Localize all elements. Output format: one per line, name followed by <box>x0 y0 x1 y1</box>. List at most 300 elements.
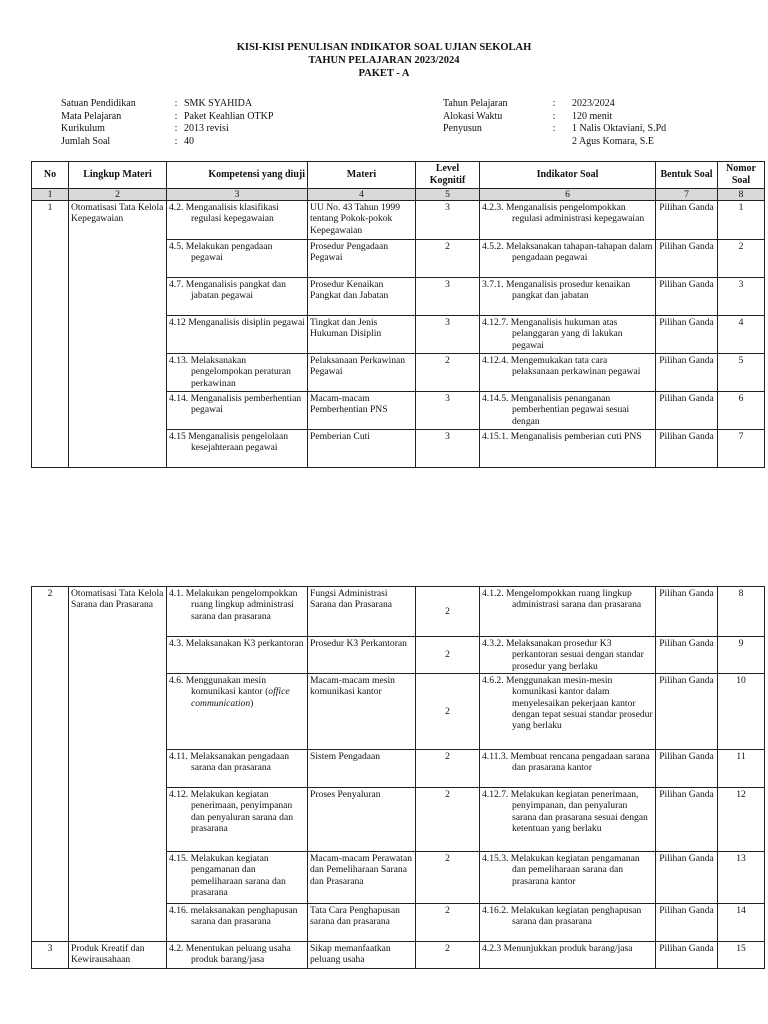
indikator-desc: Melaksanakan prosedur K3 perkantoran sesuai dengan standar prosedur yang berlaku <box>506 638 644 672</box>
indikator-desc: Melakukan kegiatan penerimaan, penyimpanan, dan penyaluran sarana dan prasarana sesuai dengan ketentuan yang berlaku <box>510 789 648 834</box>
level-kognitif: 2 <box>445 240 450 252</box>
bentuk-soal: Pilihan Ganda <box>659 638 714 649</box>
materi-text: Sistem Pengadaan <box>310 751 381 762</box>
materi-text: Tingkat dan Jenis Hukuman Disiplin <box>310 316 382 340</box>
info-label <box>443 136 549 149</box>
nomor-soal-cell <box>718 353 765 391</box>
kompetensi-desc: Melaksanakan K3 perkantoran <box>185 638 304 649</box>
kompetensi-desc: melaksanakan penghapusan sarana dan prasarana <box>190 905 298 928</box>
kompetensi-cell <box>167 904 308 942</box>
kompetensi-desc: Melaksanakan pengadaan sarana dan prasarana <box>190 751 290 774</box>
indikator-cell <box>480 239 656 277</box>
bentuk-soal: Pilihan Ganda <box>659 354 714 366</box>
bentuk-soal-cell <box>656 391 718 429</box>
nomor-soal-cell <box>718 788 765 852</box>
bentuk-soal: Pilihan Ganda <box>659 201 714 213</box>
kompetensi-code: 4.2. <box>169 943 184 954</box>
bentuk-soal-cell <box>656 674 718 750</box>
indikator-code: 4.15.1. <box>482 430 509 442</box>
kompetensi-desc: Melakukan kegiatan pengamanan dan pemeliharaan sarana dan prasarana <box>190 853 286 898</box>
nomor-soal-cell <box>718 852 765 904</box>
indikator-cell <box>480 429 656 467</box>
kompetensi-desc: Melakukan kegiatan penerimaan, penyimpanan dan penyaluran sarana dan prasarana <box>190 789 294 834</box>
column-number: 5 <box>416 188 480 200</box>
header-bentuk: Bentuk Soal <box>656 162 718 189</box>
kompetensi-desc: Menganalisis pemberhentian pegawai <box>190 392 302 416</box>
kompetensi-cell <box>167 200 308 239</box>
kompetensi-code: 4.11. <box>169 751 188 762</box>
indikator-cell <box>480 674 656 750</box>
document-title: KISI-KISI PENULISAN INDIKATOR SOAL UJIAN SEKOLAH <box>236 42 532 53</box>
nomor-soal: 1 <box>738 201 744 213</box>
materi-cell <box>308 904 416 942</box>
materi-cell <box>308 239 416 277</box>
indikator-desc: Menganalisis pemberian cuti PNS <box>510 430 642 442</box>
indikator-text <box>482 317 653 351</box>
info-row <box>443 98 666 111</box>
kisi-kisi-table-1 <box>31 161 765 468</box>
indikator-code: 4.16.2. <box>482 905 509 916</box>
nomor-soal: 9 <box>738 638 744 649</box>
kompetensi-code: 4.2. <box>169 201 184 213</box>
row-number: 3 <box>47 943 53 954</box>
nomor-soal-cell <box>718 637 765 674</box>
nomor-soal: 3 <box>738 278 744 290</box>
column-number-row <box>32 188 765 200</box>
info-value: 40 <box>184 135 194 147</box>
indikator-code: 4.12.4. <box>482 354 509 366</box>
kompetensi-text <box>169 943 305 966</box>
materi-cell <box>308 852 416 904</box>
info-row <box>443 136 666 149</box>
indikator-desc: Menganalisis prosedur kenaikan pangkat dan jabatan <box>506 278 631 302</box>
row-number-cell <box>32 200 69 467</box>
materi-text: Sikap memanfaatkan peluang usaha <box>310 943 391 966</box>
kompetensi-text <box>169 317 305 328</box>
indikator-cell <box>480 904 656 942</box>
kompetensi-text: 4.6. Menggunakan mesin komunikasi kantor (office communication) <box>169 675 290 709</box>
level-kognitif-cell <box>416 750 480 788</box>
kompetensi-code: 4.1. <box>169 588 184 599</box>
kompetensi-code: 4.5. <box>169 240 184 252</box>
info-label: Satuan Pendidikan <box>61 98 136 109</box>
column-number: 3 <box>167 188 308 200</box>
info-colon: : <box>174 135 178 147</box>
lingkup-materi-cell <box>69 587 167 942</box>
level-kognitif: 2 <box>445 354 450 366</box>
indikator-text <box>482 853 653 887</box>
document-year: TAHUN PELAJARAN 2023/2024 <box>308 55 460 66</box>
kompetensi-text <box>169 202 305 225</box>
info-row <box>61 98 273 111</box>
bentuk-soal: Pilihan Ganda <box>659 789 714 800</box>
kompetensi-cell <box>167 429 308 467</box>
indikator-code: 4.14.5. <box>482 392 509 404</box>
indikator-text <box>482 638 653 672</box>
info-colon: : <box>174 98 178 109</box>
level-kognitif-cell <box>416 674 480 750</box>
kompetensi-desc: Menentukan peluang usaha produk barang/jasa <box>185 943 291 966</box>
info-label: Alokasi Waktu <box>443 110 503 122</box>
indikator-text <box>482 279 653 302</box>
indikator-code: 4.12.7. <box>482 789 509 800</box>
bentuk-soal-cell <box>656 277 718 315</box>
bentuk-soal-cell <box>656 904 718 942</box>
level-kognitif-cell <box>416 391 480 429</box>
kisi-kisi-table-2 <box>31 586 765 969</box>
table-row <box>32 942 765 969</box>
kompetensi-desc: Menganalisis pengelolaan kesejahteraan pegawai <box>188 430 289 454</box>
nomor-soal: 5 <box>738 354 744 366</box>
materi-text: Prosedur Kenaikan Pangkat dan Jabatan <box>310 278 389 302</box>
level-kognitif: 3 <box>445 392 450 404</box>
bentuk-soal-cell <box>656 429 718 467</box>
level-kognitif-cell <box>416 587 480 637</box>
info-colon: : <box>552 123 556 134</box>
lingkup-materi: Produk Kreatif dan Kewirausahaan <box>71 943 145 966</box>
kompetensi-cell <box>167 315 308 353</box>
kompetensi-code: 4.14. <box>169 392 189 404</box>
materi-text: Fungsi Administrasi Sarana dan Prasarana <box>310 588 393 611</box>
level-kognitif-cell <box>416 239 480 277</box>
nomor-soal-cell <box>718 315 765 353</box>
info-colon: : <box>174 110 178 122</box>
indikator-cell <box>480 852 656 904</box>
materi-text: Pemberian Cuti <box>310 430 370 442</box>
kompetensi-desc: Menganalisis pangkat dan jabatan pegawai <box>185 278 286 302</box>
indikator-text <box>482 943 653 954</box>
kompetensi-cell <box>167 353 308 391</box>
info-label: Kurikulum <box>61 123 105 134</box>
header-kd: Kompetensi yang diuji <box>167 162 308 189</box>
table-2-body <box>32 587 765 969</box>
indikator-cell <box>480 750 656 788</box>
indikator-cell <box>480 637 656 674</box>
kompetensi-text <box>169 241 305 264</box>
lingkup-materi: Otomatisasi Tata Kelola Kepegawaian <box>71 201 164 225</box>
materi-cell <box>308 315 416 353</box>
materi-text: Proses Penyaluran <box>310 789 381 800</box>
nomor-soal-cell <box>718 277 765 315</box>
indikator-text <box>482 675 653 732</box>
bentuk-soal-cell <box>656 852 718 904</box>
materi-cell <box>308 391 416 429</box>
nomor-soal: 2 <box>738 240 744 252</box>
indikator-desc: Menunjukkan produk barang/jasa <box>503 943 633 954</box>
indikator-cell <box>480 277 656 315</box>
kompetensi-text <box>169 279 305 302</box>
materi-cell <box>308 587 416 637</box>
indikator-code: 4.3.2. <box>482 638 504 649</box>
table-header-row <box>32 162 765 189</box>
info-value: SMK SYAHIDA <box>184 98 253 109</box>
level-kognitif-cell <box>416 852 480 904</box>
level-kognitif: 3 <box>445 316 450 328</box>
indikator-code: 4.1.2. <box>482 588 504 599</box>
materi-text: UU No. 43 Tahun 1999 tentang Pokok-pokok Kepegawaian <box>310 201 401 236</box>
kompetensi-cell <box>167 637 308 674</box>
nomor-soal-cell <box>718 391 765 429</box>
materi-cell <box>308 200 416 239</box>
kompetensi-text <box>169 789 305 834</box>
indikator-code: 4.2.3. <box>482 201 504 213</box>
kompetensi-cell <box>167 587 308 637</box>
info-row <box>61 123 273 136</box>
kompetensi-code: 4.12 <box>169 316 186 328</box>
nomor-soal: 4 <box>738 316 744 328</box>
kompetensi-desc: Menggunakan mesin komunikasi kantor <box>185 675 266 698</box>
lingkup-materi-cell <box>69 942 167 969</box>
materi-cell <box>308 429 416 467</box>
kompetensi-cell <box>167 852 308 904</box>
indikator-code: 4.2.3 <box>482 943 502 954</box>
kompetensi-text <box>169 751 305 774</box>
kompetensi-cell <box>167 942 308 969</box>
info-colon: : <box>174 123 178 134</box>
nomor-soal-cell <box>718 239 765 277</box>
indikator-code: 4.12.7. <box>482 316 509 328</box>
indikator-text <box>482 202 653 225</box>
indikator-cell <box>480 353 656 391</box>
kompetensi-code: 4.15 <box>169 430 186 442</box>
kompetensi-text <box>169 393 305 416</box>
materi-text: Macam-macam mesin komunikasi kantor <box>310 675 395 698</box>
kompetensi-desc: Menganalisis disiplin pegawai <box>188 316 305 328</box>
indikator-desc: Melaksanakan tahapan-tahapan dalam pengadaan pegawai <box>506 240 653 264</box>
info-row <box>61 111 273 124</box>
row-number-cell <box>32 942 69 969</box>
info-label: Penyusun <box>443 123 482 134</box>
kompetensi-code: 4.7. <box>169 278 184 290</box>
level-kognitif-cell <box>416 637 480 674</box>
indikator-text <box>482 241 653 264</box>
nomor-soal: 8 <box>738 588 744 599</box>
materi-cell <box>308 788 416 852</box>
materi-cell <box>308 674 416 750</box>
nomor-soal-cell <box>718 587 765 637</box>
bentuk-soal-cell <box>656 239 718 277</box>
nomor-soal: 14 <box>736 905 746 916</box>
bentuk-soal: Pilihan Ganda <box>659 905 714 916</box>
bentuk-soal-cell <box>656 750 718 788</box>
table-1-body <box>32 200 765 467</box>
kompetensi-code: 4.6. <box>169 675 184 686</box>
kompetensi-cell <box>167 391 308 429</box>
info-value: 2013 revisi <box>184 123 229 134</box>
info-value: 120 menit <box>572 110 613 122</box>
column-number: 6 <box>480 188 656 200</box>
indikator-text <box>482 789 653 834</box>
bentuk-soal: Pilihan Ganda <box>659 588 714 599</box>
level-kognitif-cell <box>416 277 480 315</box>
info-row <box>443 111 666 124</box>
level-kognitif: 3 <box>445 201 450 213</box>
info-value: 2 Agus Komara, S.E <box>572 135 654 147</box>
info-right <box>443 98 666 148</box>
level-kognitif: 2 <box>445 853 450 864</box>
nomor-soal: 10 <box>736 675 746 686</box>
kompetensi-code: 4.12. <box>169 789 189 800</box>
level-kognitif: 2 <box>445 605 450 617</box>
materi-cell <box>308 750 416 788</box>
level-kognitif-cell <box>416 942 480 969</box>
header-materi: Materi <box>308 162 416 189</box>
nomor-soal-cell <box>718 942 765 969</box>
bentuk-soal: Pilihan Ganda <box>659 853 714 864</box>
kompetensi-cell <box>167 750 308 788</box>
materi-cell <box>308 353 416 391</box>
indikator-text <box>482 905 653 928</box>
nomor-soal-cell <box>718 750 765 788</box>
indikator-text <box>482 588 653 611</box>
row-number-cell <box>32 587 69 942</box>
info-value: 1 Nalis Oktaviani, S.Pd <box>572 123 667 134</box>
bentuk-soal-cell <box>656 788 718 852</box>
level-kognitif: 3 <box>445 278 450 290</box>
indikator-code: 4.11.3. <box>482 751 509 762</box>
bentuk-soal: Pilihan Ganda <box>659 392 714 404</box>
bentuk-soal: Pilihan Ganda <box>659 675 714 686</box>
kompetensi-desc: Melaksanakan pengelompokan peraturan perkawinan <box>190 354 291 389</box>
document-package: PAKET - A <box>358 68 410 79</box>
indikator-cell <box>480 942 656 969</box>
lingkup-materi-cell <box>69 200 167 467</box>
table-row <box>32 587 765 637</box>
header-no: No <box>32 162 69 189</box>
header-level: Level Kognitif <box>416 162 480 189</box>
materi-text: Prosedur Pengadaan Pegawai <box>310 240 389 264</box>
materi-text: Tata Cara Penghapusan sarana dan prasarana <box>310 905 400 928</box>
lingkup-materi: Otomatisasi Tata Kelola Sarana dan Prasarana <box>71 588 164 611</box>
bentuk-soal: Pilihan Ganda <box>659 943 714 954</box>
indikator-text <box>482 431 653 442</box>
indikator-desc: Melakukan kegiatan pengamanan dan pemeliharaan sarana dan prasarana kantor <box>510 853 640 887</box>
materi-cell <box>308 942 416 969</box>
indikator-text <box>482 751 653 774</box>
nomor-soal-cell <box>718 429 765 467</box>
indikator-desc: Menganalisis hukuman atas pelanggaran yang di lakukan pegawai <box>510 316 623 351</box>
info-left <box>61 98 273 148</box>
kompetensi-cell <box>167 788 308 852</box>
indikator-cell <box>480 200 656 239</box>
indikator-desc: Membuat rencana pengadaan sarana dan prasarana kantor <box>510 751 650 774</box>
level-kognitif: 2 <box>445 705 450 717</box>
indikator-desc: Menggunakan mesin-mesin komunikasi kantor dalam menyelesaikan pekerjaan kantor dengan tepat sesuai standar prosedur yang berlaku <box>506 675 653 732</box>
info-row <box>443 123 666 136</box>
level-kognitif-cell <box>416 788 480 852</box>
level-kognitif: 2 <box>445 789 450 800</box>
info-value: 2023/2024 <box>572 98 615 109</box>
column-number: 1 <box>32 188 69 200</box>
bentuk-soal-cell <box>656 587 718 637</box>
kompetensi-code: 4.15. <box>169 853 189 864</box>
kompetensi-text <box>169 853 305 898</box>
kompetensi-code: 4.3. <box>169 638 184 649</box>
indikator-desc: Melakukan kegiatan penghapusan sarana dan prasarana <box>510 905 642 928</box>
nomor-soal-cell <box>718 200 765 239</box>
indikator-cell <box>480 315 656 353</box>
indikator-text <box>482 355 653 378</box>
info-value: Paket Keahlian OTKP <box>184 110 274 122</box>
info-label: Jumlah Soal <box>61 135 111 147</box>
indikator-desc: Mengelompokkan ruang lingkup administrasi sarana dan prasarana <box>506 588 642 611</box>
kompetensi-text <box>169 638 305 649</box>
kompetensi-code: 4.16. <box>169 905 189 916</box>
bentuk-soal: Pilihan Ganda <box>659 751 714 762</box>
nomor-soal: 6 <box>738 392 744 404</box>
column-number: 4 <box>308 188 416 200</box>
column-number: 7 <box>656 188 718 200</box>
materi-text: Pelaksanaan Perkawinan Pegawai <box>310 354 406 378</box>
level-kognitif-cell <box>416 353 480 391</box>
level-kognitif: 2 <box>445 751 450 762</box>
indikator-desc: Menganalisis penanganan pemberhentian pegawai sesuai dengan <box>510 392 630 427</box>
level-kognitif: 3 <box>445 430 450 442</box>
info-row <box>61 136 273 149</box>
info-colon: : <box>552 98 556 109</box>
kompetensi-cell <box>167 239 308 277</box>
indikator-desc: Menganalisis pengelompokkan regulasi administrasi kepegawaian <box>506 201 645 225</box>
kompetensi-desc: Melakukan pengelompokkan ruang lingkup administrasi sarana dan prasarana <box>185 588 298 622</box>
indikator-cell <box>480 391 656 429</box>
indikator-code: 4.5.2. <box>482 240 504 252</box>
row-number: 1 <box>47 201 53 213</box>
kompetensi-text <box>169 588 305 622</box>
kompetensi-italic: office communication <box>191 686 290 709</box>
level-kognitif: 2 <box>445 649 450 661</box>
materi-text: Macam-macam Pemberhentian PNS <box>310 392 388 416</box>
table-row <box>32 200 765 239</box>
bentuk-soal: Pilihan Ganda <box>659 316 714 328</box>
kompetensi-code: 4.13. <box>169 354 189 366</box>
nomor-soal: 11 <box>736 751 746 762</box>
header-lingkup: Lingkup Materi <box>69 162 167 189</box>
info-colon: : <box>552 110 556 122</box>
kompetensi-cell <box>167 277 308 315</box>
kompetensi-text <box>169 431 305 454</box>
bentuk-soal-cell <box>656 315 718 353</box>
indikator-code: 4.6.2. <box>482 675 504 686</box>
bentuk-soal-cell <box>656 200 718 239</box>
nomor-soal: 7 <box>738 430 744 442</box>
row-number: 2 <box>47 588 53 599</box>
kompetensi-text <box>169 905 305 928</box>
bentuk-soal: Pilihan Ganda <box>659 430 714 442</box>
indikator-code: 4.15.3. <box>482 853 509 864</box>
level-kognitif: 2 <box>445 905 450 916</box>
kompetensi-text <box>169 355 305 389</box>
level-kognitif-cell <box>416 904 480 942</box>
kompetensi-desc: Melakukan pengadaan pegawai <box>185 240 273 264</box>
info-label: Mata Pelajaran <box>61 110 122 122</box>
nomor-soal: 12 <box>736 789 746 800</box>
nomor-soal-cell <box>718 674 765 750</box>
kompetensi-desc: Menganalisis klasifikasi regulasi kepegawaian <box>185 201 279 225</box>
indikator-cell <box>480 587 656 637</box>
nomor-soal-cell <box>718 904 765 942</box>
indikator-code: 3.7.1. <box>482 278 504 290</box>
materi-text: Macam-macam Perawatan dan Pemeliharaan Sarana dan Prasarana <box>310 853 413 887</box>
indikator-cell <box>480 788 656 852</box>
level-kognitif: 2 <box>445 943 450 954</box>
level-kognitif-cell <box>416 200 480 239</box>
materi-text: Prosedur K3 Perkantoran <box>310 638 407 649</box>
bentuk-soal-cell <box>656 637 718 674</box>
materi-cell <box>308 277 416 315</box>
kompetensi-cell <box>167 674 308 750</box>
bentuk-soal-cell <box>656 353 718 391</box>
level-kognitif-cell <box>416 315 480 353</box>
